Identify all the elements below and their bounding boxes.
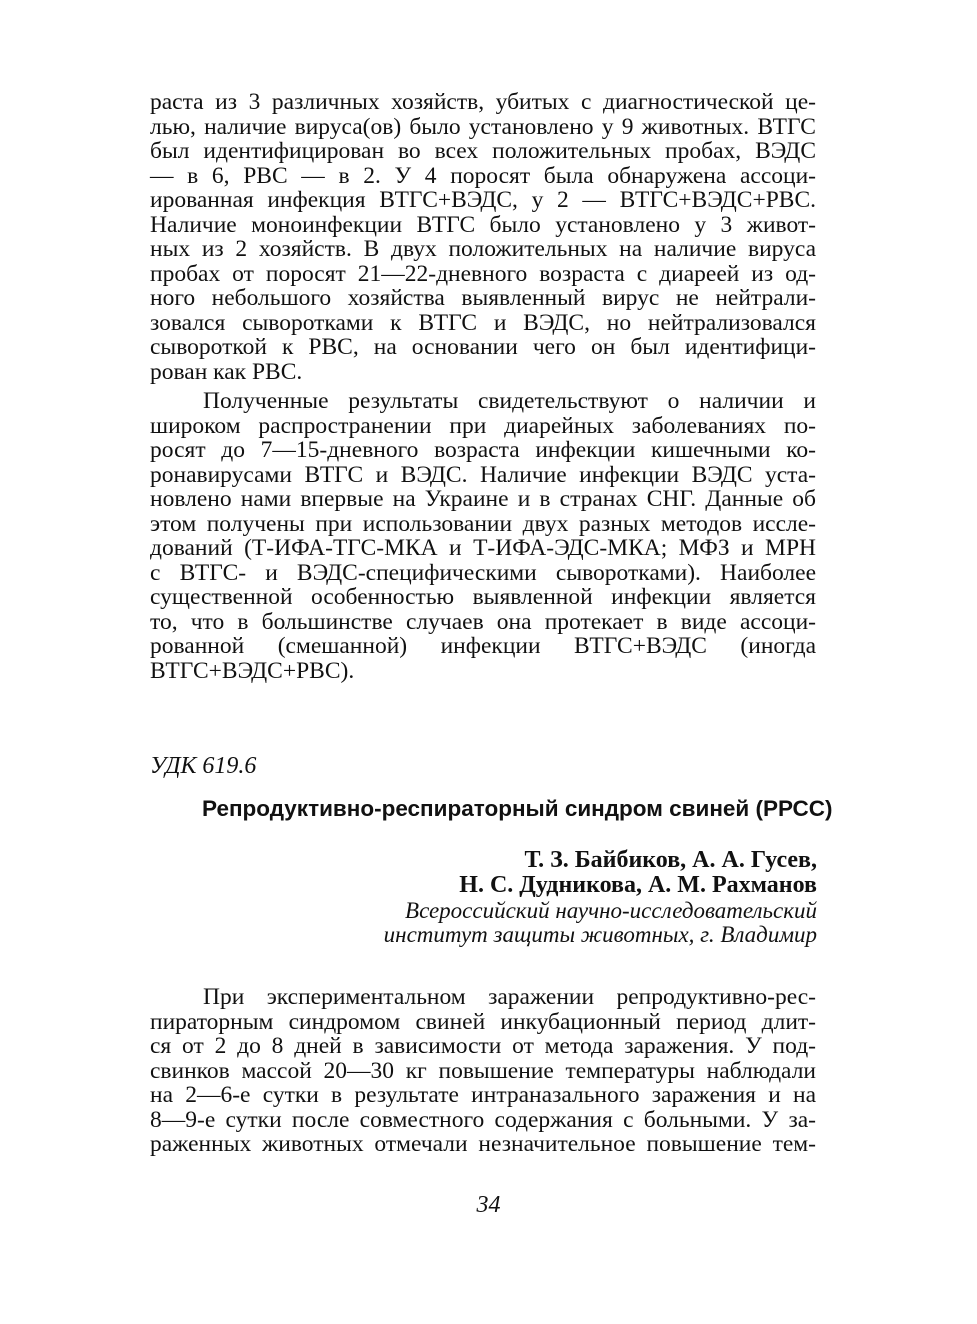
text-line: с ВТГС- и ВЭДС-специфическими сыворотками). Наиболее [150, 560, 816, 586]
text-line: 8—9-е сутки после совместного содержания с больными. У за- [150, 1107, 816, 1133]
text-line: — в 6, РВС — в 2. У 4 поросят была обнаружена ассоци- [150, 163, 816, 189]
authors-line: Т. З. Байбиков, А. А. Гусев, [524, 847, 817, 873]
text-line: сывороткой к РВС, на основании чего он был идентифици- [150, 334, 816, 360]
text-line: то, что в большинстве случаев она протекает в виде ассоци- [150, 609, 816, 635]
text-line: новлено нами впервые на Украине и в странах СНГ. Данные об [150, 486, 816, 512]
text-line: ного небольшого хозяйства выявленный вирус не нейтрали- [150, 285, 816, 311]
text-line: ных из 2 хозяйств. В двух положительных на наличие вируса [150, 236, 816, 262]
text-line: пираторным синдромом свиней инкубационный период длит- [150, 1009, 816, 1035]
text-line: на 2—6-е сутки в результате интраназального заражения и на [150, 1082, 816, 1108]
text-line: При экспериментальном заражении репродуктивно-рес- [203, 984, 816, 1010]
text-line: Наличие моноинфекции ВТГС было установлено у 3 живот- [150, 212, 816, 238]
text-line: этом получены при использовании двух разных методов иссле- [150, 511, 816, 537]
text-line: дований (Т-ИФА-ТГС-МКА и Т-ИФА-ЭДС-МКА; МФЗ и МРН [150, 535, 816, 561]
article-title: Репродуктивно-респираторный синдром свиней (РРСС) [202, 796, 833, 821]
text-line: ированная инфекция ВТГС+ВЭДС, у 2 — ВТГС+ВЭДС+РВС. [150, 187, 816, 213]
affiliation-line: институт защиты животных, г. Владимир [383, 922, 817, 947]
authors-line: Н. С. Дудникова, А. М. Рахманов [459, 872, 817, 898]
text-line: Полученные результаты свидетельствуют о наличии и [203, 388, 816, 414]
text-line: лью, наличие вируса(ов) было установлено у 9 животных. ВТГС [150, 114, 816, 140]
text-line: рованной (смешанной) инфекции ВТГС+ВЭДС (иногда [150, 633, 816, 659]
text-line: раженных животных отмечали незначительное повышение тем- [150, 1131, 816, 1157]
page-number: 34 [476, 1192, 501, 1218]
text-line: росят до 7—15-дневного возраста инфекции кишечными ко- [150, 437, 816, 463]
text-line: свинков массой 20—30 кг повышение температуры наблюдали [150, 1058, 816, 1084]
text-line: рован как РВС. [150, 359, 303, 385]
text-line: ся от 2 до 8 дней в зависимости от метода заражения. У под- [150, 1033, 816, 1059]
text-line: был идентифицирован во всех положительных пробах, ВЭДС [150, 138, 816, 164]
udc-code: УДК 619.6 [150, 753, 257, 779]
text-line: широком распространении при диарейных заболеваниях по- [150, 413, 816, 439]
text-line: существенной особенностью выявленной инфекции является [150, 584, 816, 610]
text-line: ВТГС+ВЭДС+РВС). [150, 658, 355, 684]
text-line: зовался сыворотками к ВТГС и ВЭДС, но нейтрализовался [150, 310, 816, 336]
text-line: ронавирусами ВТГС и ВЭДС. Наличие инфекции ВЭДС уста- [150, 462, 816, 488]
affiliation-line: Всероссийский научно-исследовательский [405, 898, 817, 923]
text-line: пробах от поросят 21—22-дневного возраста с диареей из од- [150, 261, 816, 287]
text-line: раста из 3 различных хозяйств, убитых с диагностической це- [150, 89, 816, 115]
